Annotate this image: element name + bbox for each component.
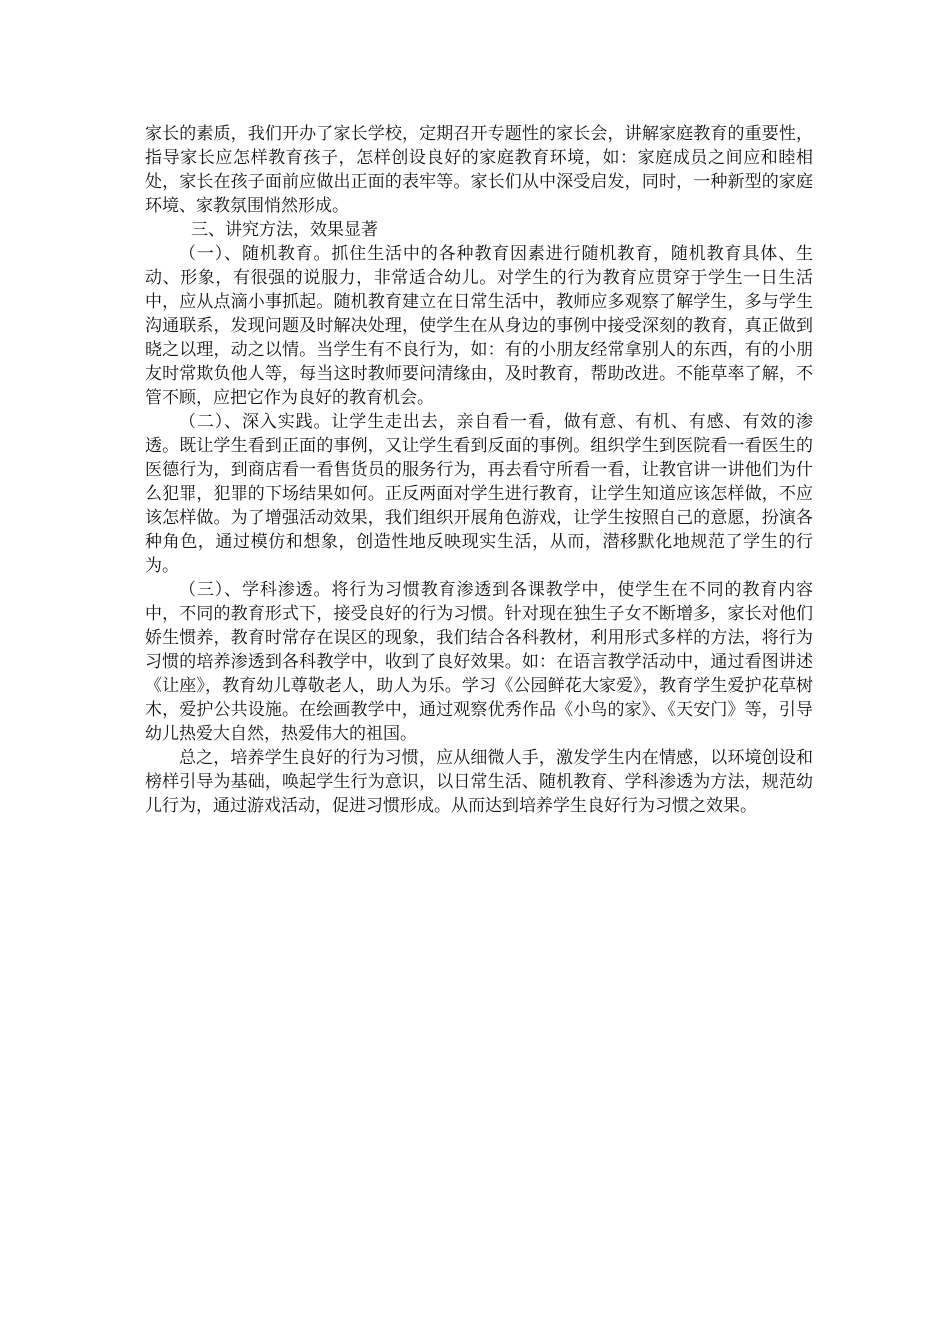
paragraph-continuation: 家长的素质，我们开办了家长学校，定期召开专题性的家长会，讲解家庭教育的重要性，指导家长应怎样教育孩子，怎样创设良好的家庭教育环境，如：家庭成员之间应和睦相处，家长在孩子面前应做出正面的表牢等。家长们从中深受启发，同时，一种新型的家庭环境、家教氛围悄然形成。 bbox=[145, 124, 813, 216]
paragraph-conclusion: 总之，培养学生良好的行为习惯，应从细微人手，激发学生内在情感，以环境创设和榜样引导为基础，唤起学生行为意识，以日常生活、随机教育、学科渗透为方法，规范幼儿行为，通过游戏活动，促进习惯形成。从而达到培养学生良好行为习惯之效果。 bbox=[145, 748, 813, 816]
paragraph-subject-infiltration: （三）、学科渗透。将行为习惯教育渗透到各课教学中，使学生在不同的教育内容中，不同的教育形式下，接受良好的行为习惯。针对现在独生子女不断增多，家长对他们娇生惯养，教育时常存在误区的现象，我们结合各科教材，利用形式多样的方法，将行为习惯的培养渗透到各科教学中，收到了良好效果。如：在语言教学活动中，通过看图讲述《让座》，教育幼儿尊敬老人，助人为乐。学习《公园鲜花大家爱》，教育学生爱护花草树木，爱护公共设施。在绘画教学中，通过观察优秀作品《小鸟的家》、《天安门》等，引导幼儿热爱大自然，热爱伟大的祖国。 bbox=[145, 580, 813, 744]
paragraph-random-education: （一）、随机教育。抓住生活中的各种教育因素进行随机教育，随机教育具体、生动、形象，有很强的说服力，非常适合幼儿。对学生的行为教育应贯穿于学生一日生活中，应从点滴小事抓起。随机教育建立在日常生活中，教师应多观察了解学生，多与学生沟通联系，发现问题及时解决处理，使学生在从身边的事例中接受深刻的教育，真正做到晓之以理，动之以情。当学生有不良行为，如：有的小朋友经常拿别人的东西，有的小朋友时常欺负他人等，每当这时教师要问清缘由，及时教育，帮助改进。不能草率了解，不管不顾，应把它作为良好的教育机会。 bbox=[145, 244, 813, 408]
section-heading: 三、讲究方法，效果显著 bbox=[191, 220, 378, 240]
document-body bbox=[145, 122, 813, 818]
paragraph-practice: （二）、深入实践。让学生走出去，亲自看一看，做有意、有机、有感、有效的渗透。既让学生看到正面的事例，又让学生看到反面的事例。组织学生到医院看一看医生的医德行为，到商店看一看售货员的服务行为，再去看守所看一看，让教官讲一讲他们为什么犯罪，犯罪的下场结果如何。正反两面对学生进行教育，让学生知道应该怎样做，不应该怎样做。为了增强活动效果，我们组织开展角色游戏，让学生按照自己的意愿，扮演各种角色，通过模仿和想象，创造性地反映现实生活，从而，潜移默化地规范了学生的行为。 bbox=[145, 412, 813, 576]
